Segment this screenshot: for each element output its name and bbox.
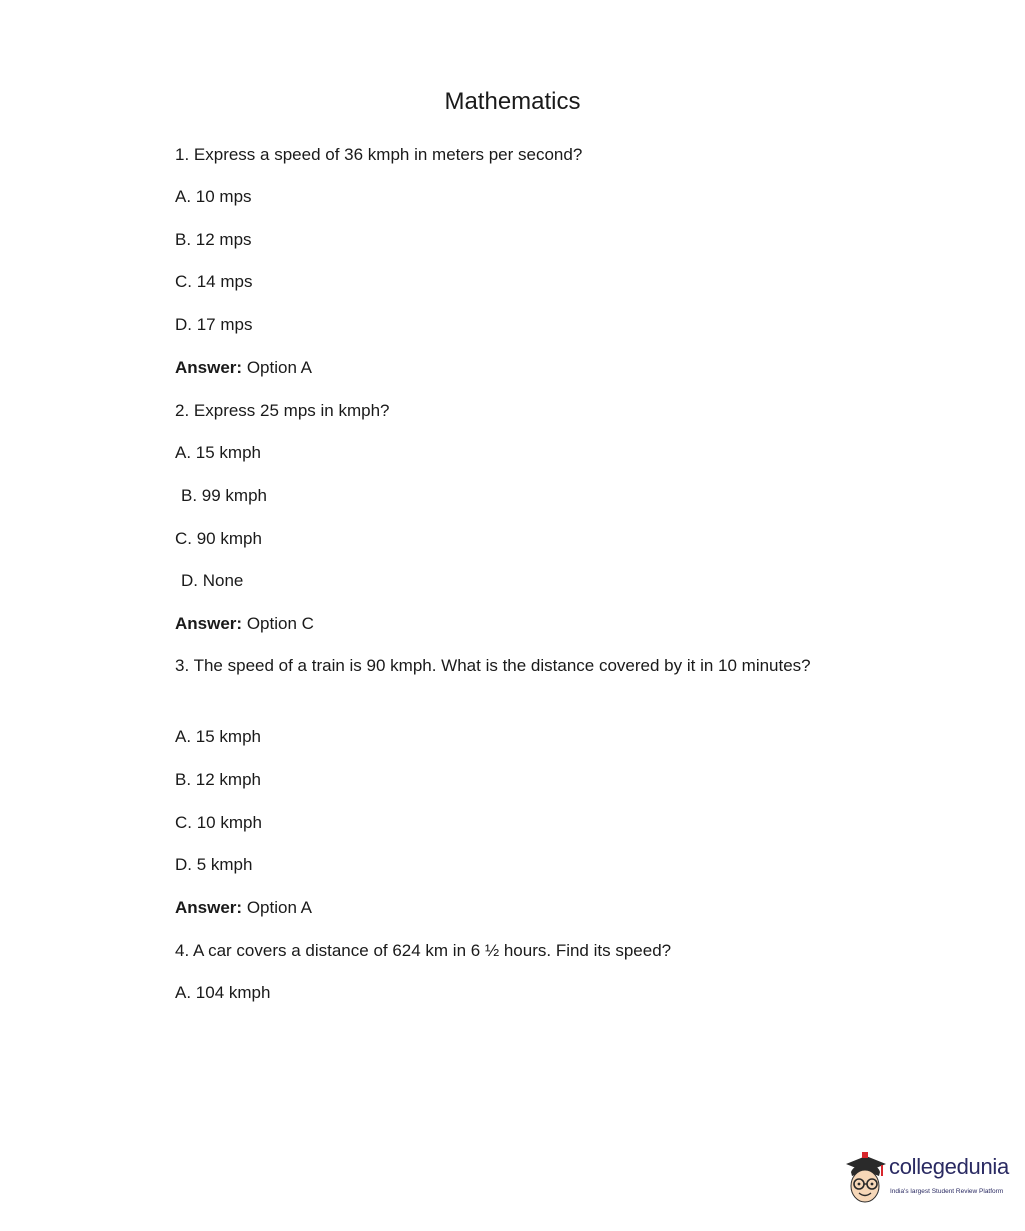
q2-option-b: B. 99 kmph: [181, 486, 267, 505]
answer-label: Answer:: [175, 898, 243, 917]
answer-label: Answer:: [175, 614, 243, 633]
q1-option-a: A. 10 mps: [175, 187, 252, 206]
logo-tagline: India's largest Student Review Platform: [890, 1188, 1004, 1195]
q1-answer: [175, 357, 312, 379]
answer-label: Answer:: [175, 358, 243, 377]
logo-name: collegedunia: [889, 1154, 1009, 1179]
question-3: 3. The speed of a train is 90 kmph. What is the distance covered by it in 10 minutes?: [175, 656, 811, 675]
q1-option-c: C. 14 mps: [175, 272, 253, 291]
page-title: Mathematics: [444, 88, 581, 115]
q3-option-c: C. 10 kmph: [175, 813, 262, 832]
answer-value: Option A: [246, 358, 313, 377]
question-2: 2. Express 25 mps in kmph?: [175, 401, 390, 420]
q2-option-d: D. None: [181, 571, 244, 590]
question-1: 1. Express a speed of 36 kmph in meters per second?: [175, 145, 583, 164]
q3-answer: [175, 897, 312, 919]
q3-option-d: D. 5 kmph: [175, 855, 253, 874]
q3-option-b: B. 12 kmph: [175, 770, 261, 789]
q2-option-a: A. 15 kmph: [175, 443, 261, 462]
q1-option-b: B. 12 mps: [175, 230, 252, 249]
mascot-icon: [842, 1150, 888, 1212]
q1-option-d: D. 17 mps: [175, 315, 253, 334]
question-4: 4. A car covers a distance of 624 km in 6 ½ hours. Find its speed?: [175, 941, 672, 960]
answer-value: Option C: [246, 614, 314, 633]
q2-option-c: C. 90 kmph: [175, 529, 262, 548]
q3-option-a: A. 15 kmph: [175, 727, 261, 746]
q2-answer: [175, 613, 314, 635]
q4-option-a: A. 104 kmph: [175, 983, 271, 1002]
collegedunia-logo: [842, 1150, 1017, 1212]
answer-value: Option A: [246, 898, 313, 917]
